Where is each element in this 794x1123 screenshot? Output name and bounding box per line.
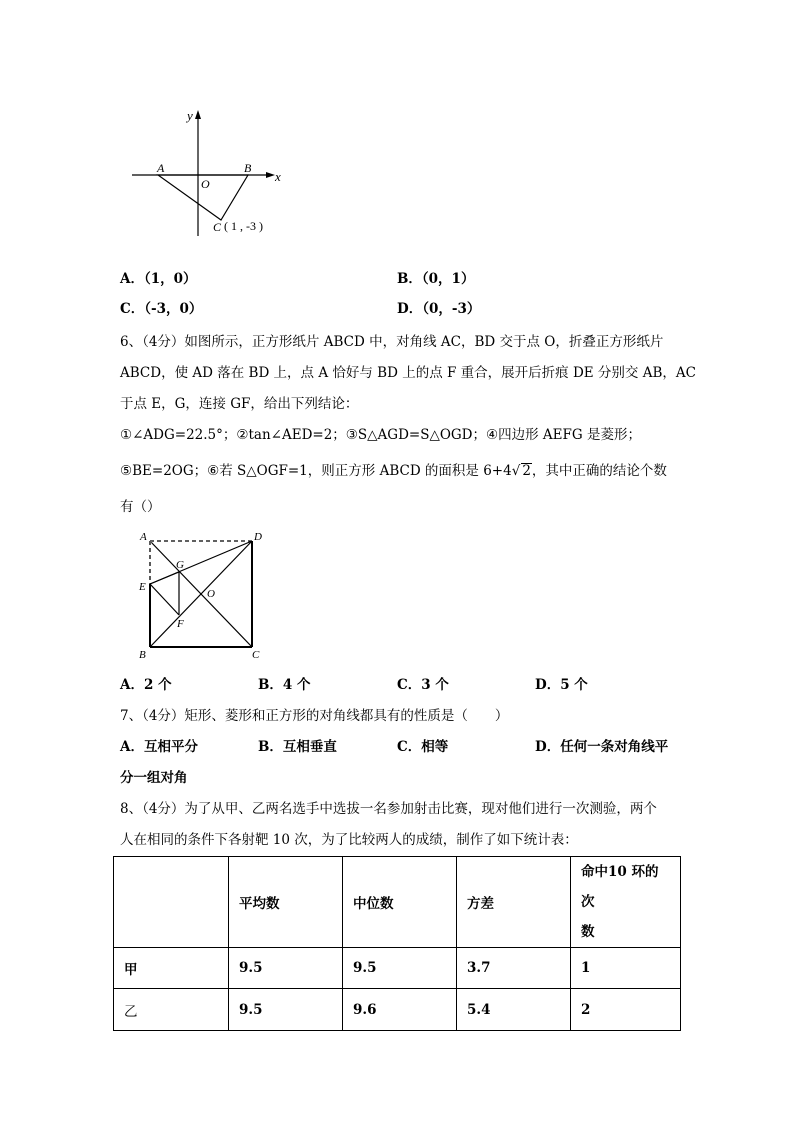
table-header-last-line-1: 命中10 环的次 xyxy=(581,864,659,910)
q5-option-c: C．（-3，0） xyxy=(120,301,203,317)
label-y: y xyxy=(187,108,193,123)
q6-line-4: ①∠ADG=22.5°；②tan∠AED=2；③S△AGD=S△OGD；④四边形 AEFG 是菱形； xyxy=(120,427,641,443)
q6-line-5-part-1: ⑤BE=2OG；⑥若 S△OGF=1，则正方形 ABCD 的面积是 6+4 xyxy=(120,463,512,479)
q6-option-a: A．2 个 xyxy=(120,677,172,693)
q7-option-b: B．互相垂直 xyxy=(258,739,337,755)
label-c-coordinates: ( 1 , -3 ) xyxy=(224,219,263,233)
q5-option-a: A．（1，0） xyxy=(120,271,197,287)
label-o: O xyxy=(207,588,215,600)
q6-option-d: D．5 个 xyxy=(535,677,588,693)
table-cell: 甲 xyxy=(114,948,229,989)
q6-option-b: B．4 个 xyxy=(258,677,311,693)
label-o: O xyxy=(201,177,210,191)
label-a: A xyxy=(157,161,165,175)
table-header-cell xyxy=(114,857,229,948)
sqrt-symbol: √ xyxy=(511,463,521,479)
q6-line-5 xyxy=(120,462,667,480)
table-cell: 9.6 xyxy=(343,989,457,1031)
table-header-cell: 中位数 xyxy=(343,857,457,948)
table-cell: 9.5 xyxy=(229,989,343,1031)
q7-option-d-continued: 分一组对角 xyxy=(120,770,188,786)
table-row xyxy=(114,948,681,989)
table-row xyxy=(114,989,681,1031)
q7-option-d: D．任何一条对角线平 xyxy=(535,739,669,755)
q5-option-d: D．（0，-3） xyxy=(397,301,481,317)
table-header-last-line-2: 数 xyxy=(581,924,595,940)
x-axis-arrow xyxy=(266,172,275,178)
label-b: B xyxy=(244,161,252,175)
table-header-row xyxy=(114,857,681,948)
coordinate-figure xyxy=(120,100,300,240)
label-c: C xyxy=(213,220,222,234)
q5-option-b: B．（0，1） xyxy=(397,271,475,287)
q6-line-5-part-2: ，其中正确的结论个数 xyxy=(531,463,667,479)
table-header-cell: 平均数 xyxy=(229,857,343,948)
label-x: x xyxy=(275,169,281,184)
label-a: A xyxy=(140,531,147,543)
label-d: D xyxy=(254,531,262,543)
label-g: G xyxy=(176,559,184,571)
table-cell: 9.5 xyxy=(343,948,457,989)
label-c: C xyxy=(252,649,260,661)
y-axis-arrow xyxy=(195,110,201,119)
q7-option-c: C．相等 xyxy=(397,739,449,755)
stats-table xyxy=(113,856,681,1031)
square-fold-figure xyxy=(130,524,270,664)
q8-line-1: 8、（4分）为了从甲、乙两名选手中选拔一名参加射击比赛，现对他们进行一次测验，两个 xyxy=(120,801,657,817)
q6-line-6: 有（） xyxy=(120,499,161,515)
table-cell: 3.7 xyxy=(457,948,571,989)
sqrt-radicand: 2 xyxy=(522,463,531,479)
table-cell: 5.4 xyxy=(457,989,571,1031)
segment-ef xyxy=(150,584,179,615)
segment-eg xyxy=(150,572,179,584)
table-cell: 2 xyxy=(571,989,681,1031)
table-header-cell xyxy=(571,857,681,948)
table-cell: 9.5 xyxy=(229,948,343,989)
table-cell: 乙 xyxy=(114,989,229,1031)
label-f: F xyxy=(177,618,184,630)
q6-line-2: ABCD，使 AD 落在 BD 上，点 A 恰好与 BD 上的点 F 重合，展开后折痕 DE 分别交 AB，AC xyxy=(120,365,696,381)
q6-option-c: C．3 个 xyxy=(397,677,449,693)
q6-line-3: 于点 E，G，连接 GF，给出下列结论： xyxy=(120,396,359,412)
table-header-cell: 方差 xyxy=(457,857,571,948)
q7-option-a: A．互相平分 xyxy=(120,739,198,755)
q8-line-2: 人在相同的条件下各射靶 10 次，为了比较两人的成绩，制作了如下统计表： xyxy=(120,832,578,848)
q7-stem: 7、（4分）矩形、菱形和正方形的对角线都具有的性质是（ ） xyxy=(120,708,509,724)
label-b: B xyxy=(139,649,146,661)
label-e: E xyxy=(139,581,146,593)
table-cell: 1 xyxy=(571,948,681,989)
q6-line-1: 6、（4分）如图所示，正方形纸片 ABCD 中，对角线 AC，BD 交于点 O，折叠正方形纸片 xyxy=(120,334,664,350)
